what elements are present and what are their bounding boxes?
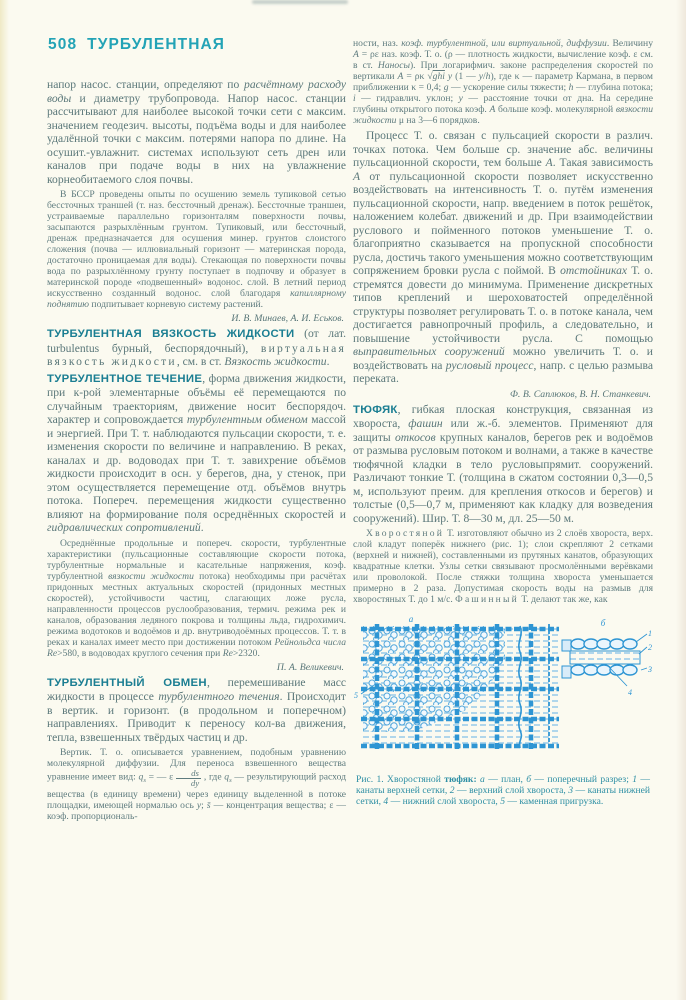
author-signature: И. В. Минаев, А. И. Еськов. xyxy=(231,313,344,324)
article-tyufyak: ТЮФЯК, гибкая плоская конструкция, связанная из хвороста, фашин или ж.-б. элементов. Применяют для защиты откосов крупных каналов, берегов рек и водоёмов от размыва русловым потоком и волнами, а также в качестве тюфячной кладки в тело русловыпрямит. сооружений. Различают тонкие Т. (толщина в сжатом состоянии 0,3—0,5 м, используют преим. для крепления откосов и берегов) и толстые (0,5—0,7 м, применяют как кладку для возведения сооружений). Шир. Т. 8—30 м, дл. 25—50 м. xyxy=(353,402,653,525)
left-column xyxy=(47,78,346,825)
page-left-edge-shading xyxy=(0,0,9,1000)
callout-number-3: 3 xyxy=(648,665,652,674)
callout-line-1 xyxy=(636,634,647,642)
author-signature: П. А. Великевич. xyxy=(276,661,344,673)
paragraph-continuation: напор насос. станции, определяют по расчётному расходу воды и диаметру трубопровода. Напор насос. станции рассчитывают для наиболее высокой точки сети с максим. значением геодезич. высоты, подъёма воды и для наиболее удалённой точки с максим. потерями напора по длине. На осушит.-увлажнит. системах используют сеть дрен или каналов при подаче воды в них на увлажнение корнеобитаемого слоя почвы. xyxy=(47,78,346,186)
right-column xyxy=(353,38,653,817)
article-turbulent-viscosity: ТУРБУЛЕНТНАЯ ВЯЗКОСТЬ ЖИДКОСТИ (от лат. turbulentus бурный, беспорядочный), виртуальная вязкость жидкости, см. в ст. Вязкость жидкости. xyxy=(47,327,347,368)
section-label: б xyxy=(600,618,606,628)
author-signature: Ф. В. Саплюков, В. Н. Станкевич. xyxy=(510,388,651,400)
figure-illustration xyxy=(353,614,653,764)
paragraph: Процесс Т. о. связан с пульсацией скорости в различ. точках потока. Чем больше ср. значение абс. величины пульсационной скорости, тем больше A. Такая зависимость A от пульсационной скорости позволяет искусственно воздействовать на интенсивность Т. о. путём изменения пульсационной скорости, напр. введением в поток решёток, наложением колебат. движений и др. При взаимодействии руслового и пойменного потоков уменьшение Т. о. благоприятно сказывается на пропускной способности русла, достичь такого уменьшения можно соответствующим сопряжением бровки русла с поймой. В отстойниках Т. о. стремятся довести до минимума. Применение дискретных типов креплений и шероховатостей определённой структуры позволяет регулировать Т. о. в потоке канала, чем достигается равнопрочный профиль, а следовательно, и повышение устойчивости русла. С помощью выправительных сооружений можно увеличить Т. о. и воздействовать на русловый процесс, напр. с целью размыва переката. xyxy=(353,129,654,385)
running-head xyxy=(48,36,225,54)
callout-number-2: 2 xyxy=(648,643,652,652)
figure-plan xyxy=(361,624,559,750)
callout-number-4: 4 xyxy=(628,688,632,697)
page-right-edge-shading xyxy=(676,0,686,1000)
callout-line-3 xyxy=(641,668,647,670)
article-turbulent-flow: ТУРБУЛЕНТНОЕ ТЕЧЕНИЕ, форма движения жидкости, при к-рой элементарные объёмы её перемещаются по случайным траекториям, движение носит беспорядоч. характер и сопровождается турбулентным обменом массой и энергией. При Т. т. наблюдаются пульсации скорости, т. е. изменения скорости по величине и направлению. В реках, каналах и др. водоводах при Т. т. завихрение объёмов жидкости происходит в осн. у берегов, дна, у стенок, при этом осуществляется перемещение отд. объёмов внутрь потока. Попереч. перемещения жидкости существенно влияют на формирование поля осреднённых скоростей и гидравлических сопротивлений. xyxy=(47,371,346,534)
callout-number-5: 5 xyxy=(354,691,358,700)
running-head-keyword: ТУРБУЛЕНТНАЯ xyxy=(87,36,226,53)
scan-artifact-smudge xyxy=(252,0,348,4)
plan-label: а xyxy=(408,614,414,624)
figure-caption: Рис. 1. Хворостяной тюфяк: а — план, б — поперечный разрез; 1 — канаты верхней сетки, 2 — верхний слой хвороста, 3 — канаты нижней сетки, 4 — нижний слой хвороста, 5 — каменная пригрузка. xyxy=(356,773,651,808)
fine-print-paragraph: Осреднённые продольные и попереч. скорости, турбулентные характеристики (пульсационные составляющие скорости потока, турбулентные нормальные и касательные напряжения, коэф. турбулентной вязкости жидкости потока) необходимы при расчётах придонных местных актуальных скоростей (придонных местных скоростей), устойчивости частиц, слагающих ложе русла, направленности процессов руслообразования, термич. режима рек и каналов, образования ледяного покрова и толщины льда, гидрохимич. режима водотоков и водоёмов и др. внутриводоёмных процессов. Т. т. в реках и каналах имеет место при достижении потоком Рейнольдса числа Re>580, в водоводах круглого сечения при Re>2320. xyxy=(47,537,346,659)
fine-print-continuation: ности, наз. коэф. турбулентной, или виртуальной, диффузии. Величину A = ρε наз. коэф. Т. о. (ρ — плотность жидкости, вычисление коэф. ε см. в ст. Наносы). При логарифмич. законе распределения скоростей по вертикали A = ρκ √ghi y (1 — y/h), где κ — параметр Кармана, в первом приближении κ = 0,4; g — ускорение силы тяжести; h — глубина потока; i — гидравлич. уклон; y — расстояние точки от дна. На середине глубины открытого потока коэф. A больше коэф. молекулярной вязкости жидкости μ на 3—6 порядков. xyxy=(353,38,654,126)
fine-print-paragraph: Вертик. Т. о. описывается уравнением, подобным уравнению молекулярной диффузии. Для переноса взвешенного вещества уравнение имеет вид: $q_s$ = — ε $\frac{ds}{dy}$ , где $q_s$ — результирующий расход вещества (в единицу времени) через единицу выделенной в потоке площадки, имеющей нормалью ось y; s̄ — концентрация вещества; ε — коэф. пропорциональ- xyxy=(47,747,347,822)
article-turbulent-exchange: ТУРБУЛЕНТНЫЙ ОБМЕН, перемешивание масс жидкости в процессе турбулентного течения. Происходит в вертик. и горизонт. (в продольном и поперечном) направлениях. Приводит к переносу кол-ва движения, тепла, взвешенных твёрдых частиц и др. xyxy=(47,675,347,744)
fine-print-paragraph: Хворостяной Т. изготовляют обычно из 2 слоёв хвороста, верх. слой кладут поперёк нижнего (рис. 1); слои скрепляют 2 сетками (верхней и нижней), составленными из прутяных канатов, образующих квадратные клетки. Узлы сетки связывают просмолёнными верёвками или проволокой. После стяжки толщина хвороста уменьшается примерно в 2 раза. Допустимая скорость воды на размыв для хворостяных Т. до 1 м/с. Фашинный Т. делают так же, как xyxy=(353,528,653,605)
fine-print-paragraph: В БССР проведены опыты по осушению земель тупиковой сетью бессточных траншей (т. наз. бессточный дренаж). Бессточные траншеи, устраиваемые параллельно горизонталям поверхности почвы, засыпаются разрыхлённым грунтом. Тупиковый, или бессточный, дренаж предназначается для осушения минер. грунтов слоистого сложения (почва — иллювиальный горизонт — материнская порода, достаточно проницаемая для воды). Стекающая по поверхности почвы вода по разрыхлённому грунту поступает в подпочву и образует в материнской породе «подвешенный» водонос. слой. В летний период искусственно созданный водонос. слой благодаря капиллярному поднятию подпитывает корневую систему растений. xyxy=(47,189,346,310)
figure-section xyxy=(562,634,647,686)
callout-number-1: 1 xyxy=(648,629,652,638)
page-number: 508 xyxy=(48,36,78,53)
brushwood-mattress-drawing xyxy=(353,614,653,764)
